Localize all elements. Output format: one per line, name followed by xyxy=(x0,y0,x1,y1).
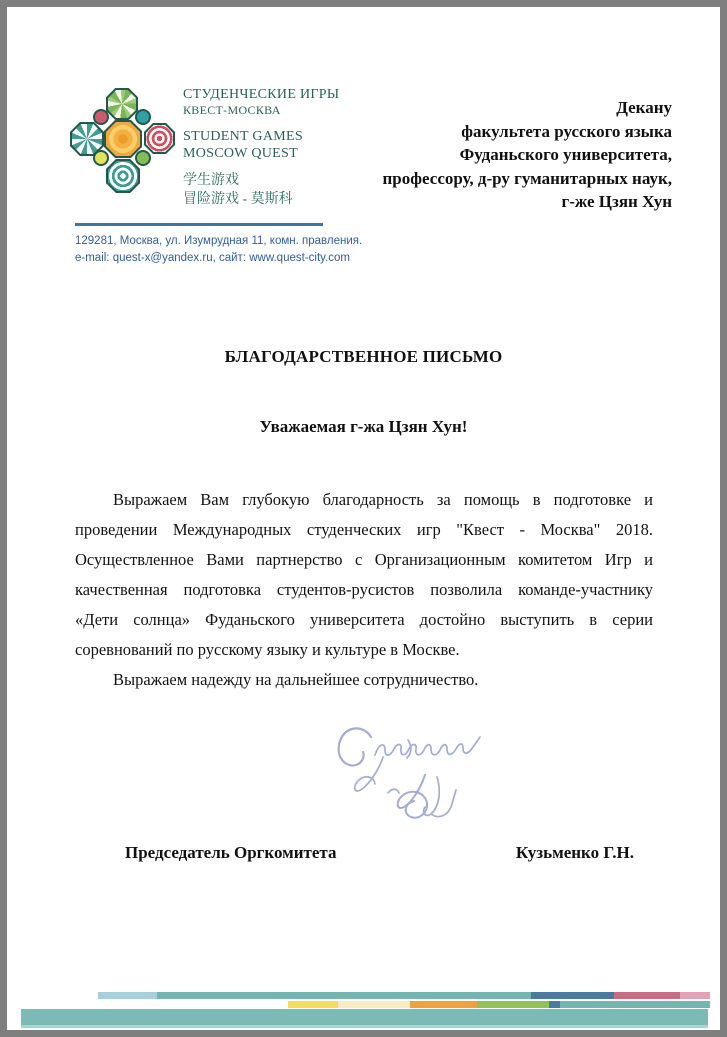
footer-stripe-yellow xyxy=(288,1001,338,1008)
letter-body xyxy=(75,485,653,695)
footer-stripe-green xyxy=(477,1001,549,1008)
recipient-line: Декану xyxy=(616,98,672,117)
body-paragraph-1: Выражаем Вам глубокую благодарность за помощь в подготовке и проведении Международных студенческих игр "Квест - Москва" 2018. Осуществленное Вами партнерство с Организационным комитетом Игр и качественная подготовка студентов-русистов позволила команде-участнику «Дети солнца» Фуданьского университета достойно выступить в серии соревнований по русскому языку и культуре в Москве. xyxy=(75,490,653,659)
logo-dot-green-icon xyxy=(135,150,151,166)
logo-name-ru-line2: КВЕСТ-МОСКВА xyxy=(183,103,281,118)
logo-name-en-line2: MOSCOW QUEST xyxy=(183,145,298,161)
recipient-block xyxy=(312,96,672,214)
contact-email-site: e-mail: quest-x@yandex.ru, сайт: www.quest-city.com xyxy=(75,251,350,264)
recipient-line: г-же Цзян Хун xyxy=(561,192,672,211)
signature-handwriting xyxy=(325,715,525,833)
letter-title: БЛАГОДАРСТВЕННОЕ ПИСЬМО xyxy=(224,347,503,366)
footer-stripe-lightblue xyxy=(98,992,157,999)
salutation: Уважаемая г-жа Цзян Хун! xyxy=(259,417,468,436)
letterhead-divider xyxy=(75,223,323,226)
logo-name-en-line1: STUDENT GAMES xyxy=(183,128,303,144)
logo-dot-pink-icon xyxy=(93,109,109,125)
logo-name-ru-line1: СТУДЕНЧЕСКИЕ ИГРЫ xyxy=(183,87,340,102)
recipient-line: Фуданьского университета, xyxy=(459,145,672,164)
logo-candy-swirl-icon xyxy=(106,88,138,120)
signer-position: Председатель Оргкомитета xyxy=(125,843,337,862)
recipient-line: профессору, д-ру гуманитарных наук, xyxy=(382,168,672,188)
footer-stripe-steelblue xyxy=(531,992,614,999)
logo-dot-teal-icon xyxy=(135,109,151,125)
footer-bar xyxy=(21,1009,708,1025)
logo-name-zh-line2: 冒险游戏 - 莫斯科 xyxy=(183,191,293,207)
signer-name: Кузьменко Г.Н. xyxy=(515,843,634,862)
recipient-line: факультета русского языка xyxy=(461,121,672,141)
logo-dot-yellow-icon xyxy=(93,150,109,166)
logo-candy-target-teal-icon xyxy=(106,159,140,193)
footer-stripe-teal2 xyxy=(560,1001,710,1008)
body-paragraph-2: Выражаем надежду на дальнейшее сотрудничество. xyxy=(113,670,479,689)
footer-stripe-steelblue-small xyxy=(549,1001,560,1008)
footer-stripe-teal xyxy=(157,992,531,999)
footer-stripe-lightpink xyxy=(680,992,710,999)
signature-row xyxy=(75,843,652,863)
contact-address: 129281, Москва, ул. Изумрудная 11, комн. правления. xyxy=(75,235,363,247)
logo-name-zh-line1: 学生游戏 xyxy=(183,173,239,189)
contact-block xyxy=(75,233,362,266)
footer-stripe-rose xyxy=(614,992,680,999)
footer-bar-light-edge xyxy=(21,1025,708,1028)
footer-stripe-paleyellow xyxy=(338,1001,410,1008)
footer-stripe-orange xyxy=(410,1001,477,1008)
organization-logo xyxy=(68,86,183,198)
letter-page xyxy=(7,7,720,1030)
logo-candy-target-red-icon xyxy=(144,123,175,154)
